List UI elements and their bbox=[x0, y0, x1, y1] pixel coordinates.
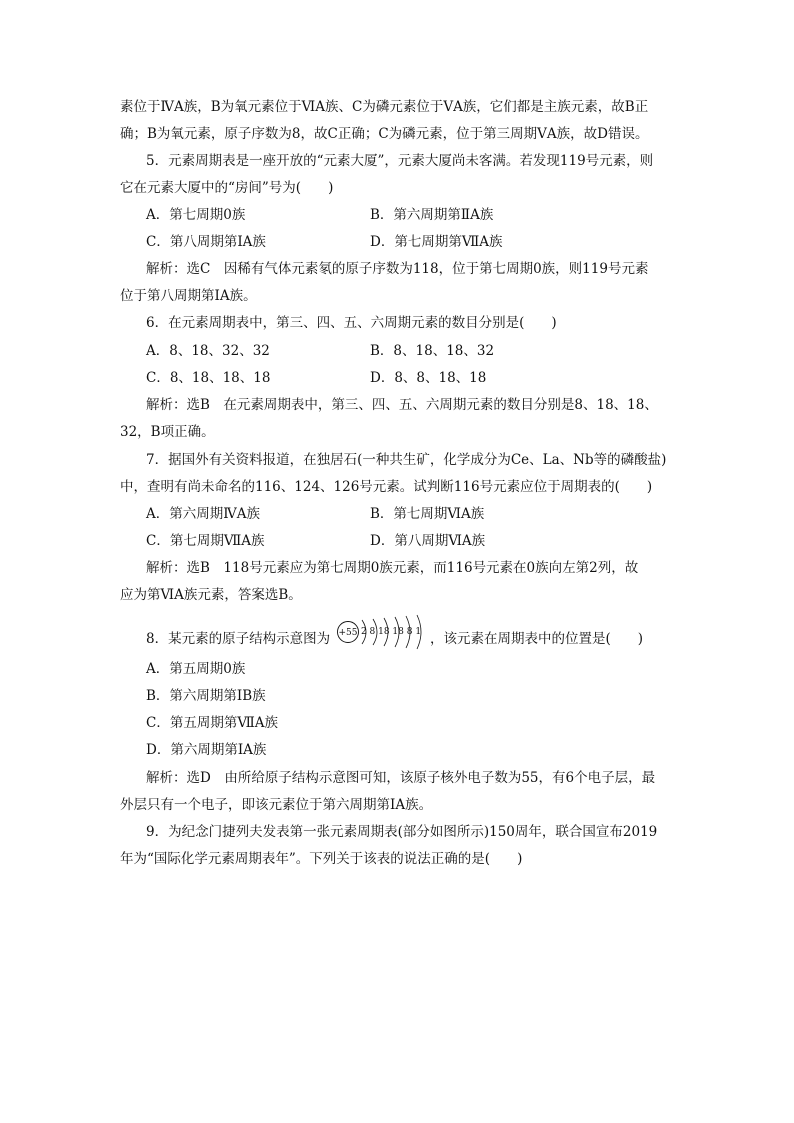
answer-8: 外层只有一个电子，即该元素位于第六周期第ⅠA族。 bbox=[120, 797, 433, 813]
option-b: B．第七周期ⅥA族 bbox=[370, 506, 485, 522]
option-d: D．第八周期ⅥA族 bbox=[370, 533, 486, 549]
option-d: D．第六周期第ⅠA族 bbox=[146, 742, 267, 758]
option-a: A．8、18、32、32 bbox=[146, 343, 270, 359]
question-9-stem: 9．为纪念门捷列夫发表第一张元素周期表(部分如图所示)150周年，联合国宣布2019 bbox=[146, 824, 658, 840]
answer-6: 32，B项正确。 bbox=[120, 424, 215, 440]
option-c: C．第五周期第ⅦA族 bbox=[146, 715, 279, 731]
option-a: A．第六周期ⅣA族 bbox=[146, 506, 260, 522]
option-a: A．第七周期0族 bbox=[146, 207, 246, 223]
atomic-structure-diagram bbox=[336, 612, 432, 652]
answer-5: 位于第八周期第ⅠA族。 bbox=[120, 288, 257, 304]
question-5-stem: 5．元素周期表是一座开放的“元素大厦”，元素大厦尚未客满。若发现119号元素，则 bbox=[146, 153, 654, 169]
option-b: B．8、18、18、32 bbox=[370, 343, 495, 359]
question-6-stem: 6．在元素周期表中，第三、四、五、六周期元素的数目分别是( ) bbox=[146, 315, 557, 331]
option-c: C．第七周期ⅦA族 bbox=[146, 533, 265, 549]
option-c: C．8、18、18、18 bbox=[146, 370, 271, 386]
option-c: C．第八周期第ⅠA族 bbox=[146, 234, 266, 250]
answer-7: 解析：选B 118号元素应为第七周期0族元素，而116号元素在0族向左第2列，故 bbox=[146, 560, 639, 576]
question-7-stem: 中，查明有尚未命名的116、124、126号元素。试判断116号元素应位于周期表的( ) bbox=[120, 479, 653, 495]
question-5-stem: 它在元素大厦中的“房间”号为( ) bbox=[120, 180, 334, 196]
answer-5: 解析：选C 因稀有气体元素氡的原子序数为118，位于第七周期0族，则119号元素 bbox=[146, 261, 649, 277]
paragraph-line: 素位于ⅣA族，B为氧元素位于ⅥA族、C为磷元素位于ⅤA族，它们都是主族元素，故B正 bbox=[120, 99, 649, 115]
answer-8: 解析：选D 由所给原子结构示意图可知，该原子核外电子数为55，有6个电子层，最 bbox=[146, 770, 656, 786]
option-a: A．第五周期0族 bbox=[146, 661, 246, 677]
question-7-stem: 7．据国外有关资料报道，在独居石(一种共生矿，化学成分为Ce、La、Nb等的磷酸盐) bbox=[146, 452, 667, 468]
question-8-stem: 8．某元素的原子结构示意图为 bbox=[146, 631, 331, 647]
question-9-stem: 年为“国际化学元素周期表年”。下列关于该表的说法正确的是( ) bbox=[120, 851, 523, 867]
paragraph-line: 确；B为氧元素，原子序数为8，故C正确；C为磷元素，位于第三周期ⅤA族，故D错误。 bbox=[120, 126, 649, 142]
option-d: D．第七周期第ⅦA族 bbox=[370, 234, 503, 250]
answer-7: 应为第ⅥA族元素，答案选B。 bbox=[120, 587, 302, 603]
option-b: B．第六周期第ⅡA族 bbox=[370, 207, 494, 223]
question-8-stem: ，该元素在周期表中的位置是( ) bbox=[430, 631, 644, 647]
option-b: B．第六周期第ⅠB族 bbox=[146, 688, 266, 704]
nucleus-label: +55 bbox=[338, 628, 358, 638]
electron-shells: 2 8 18 18 8 1 bbox=[360, 627, 422, 637]
option-d: D．8、8、18、18 bbox=[370, 370, 487, 386]
answer-6: 解析：选B 在元素周期表中，第三、四、五、六周期元素的数目分别是8、18、18、 bbox=[146, 397, 658, 413]
